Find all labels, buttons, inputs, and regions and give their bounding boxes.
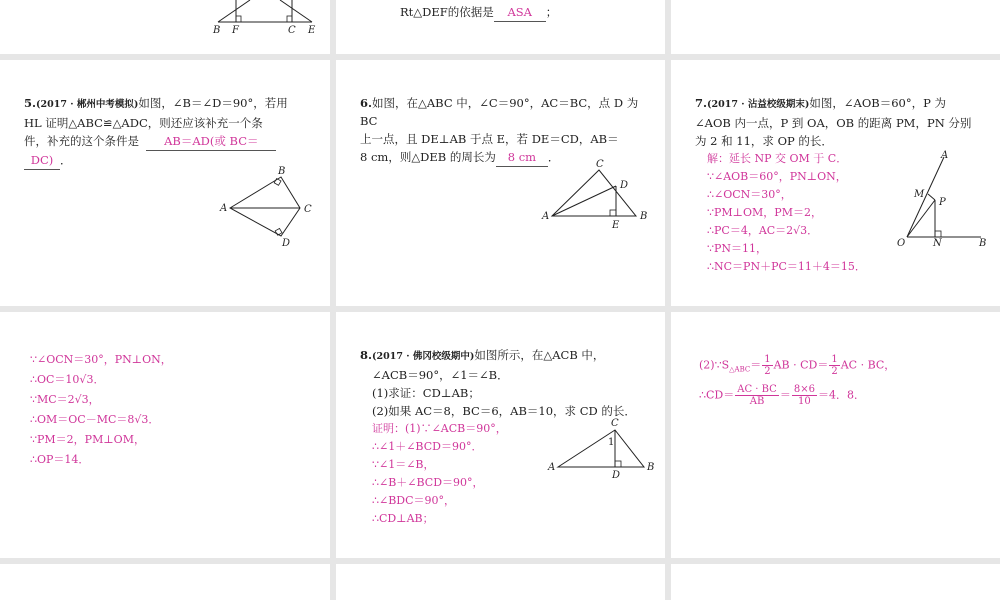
card-q5 (0, 60, 330, 306)
q8-proof: 证明：(1)∵∠ACB＝90°， ∴∠1＋∠BCD＝90°． ∵∠1＝∠B， ∴∠B＋∠BCD＝90°， ∴∠BDC＝90°， ∴CD⊥AB； (372, 422, 507, 525)
q5-label-C: C (304, 204, 312, 215)
q6-figure (336, 60, 665, 306)
q8-label-C: C (611, 418, 619, 429)
card-q6 (336, 60, 665, 306)
card-top-right (671, 0, 1000, 54)
q6-label-A: A (542, 211, 550, 222)
q5-label-A: A (220, 203, 228, 214)
q6-label-C: C (596, 159, 604, 170)
label-F: F (232, 25, 239, 36)
card-q7 (671, 60, 1000, 306)
card-top-left (0, 0, 330, 54)
q8-figure (336, 312, 665, 558)
q5-label-D: D (282, 238, 291, 249)
q6-label-E: E (612, 220, 620, 231)
card-bottom-right (671, 564, 1000, 600)
q7-label-A: A (941, 150, 949, 161)
label-E: E (308, 25, 316, 36)
q7-label-O: O (897, 238, 906, 249)
q8-label-angle-1: 1 (608, 437, 615, 448)
q5-text: 5.(2017 · 郴州中考模拟)如图，∠B＝∠D＝90°，若用 HL 证明△ABC≌△ADC，则还应该补充一个条 件，补充的这个条件是 AB＝AD(或 BC＝ DC) ． (24, 94, 320, 170)
label-C: C (288, 25, 296, 36)
q7-label-B: B (979, 238, 987, 249)
card-q8-continued (671, 312, 1000, 558)
card-bottom-middle (336, 564, 665, 600)
q6-text: 6.如图，在△ABC 中，∠C＝90°，AC＝BC，点 D 为 BC 上一点，且 DE⊥AB 于点 E，若 DE＝CD，AB＝ 8 cm，则△DEB 的周长为 8 cm ． (360, 94, 656, 167)
q8-label-A: A (548, 462, 556, 473)
card-q8 (336, 312, 665, 558)
card-top-middle (336, 0, 665, 54)
q5-answer-2: DC) (24, 151, 60, 170)
q7-text: 7.(2017 · 沾益校级期末)如图，∠AOB＝60°，P 为 ∠AOB 内一点，P 到 OA，OB 的距离 PM，PN 分别 为 2 和 11，求 OP 的长． (695, 96, 972, 148)
q6-answer: 8 cm (496, 148, 548, 167)
card-q7-continued (0, 312, 330, 558)
q7-solution: 解：延长 NP 交 OM 于 C． ∵∠AOB＝60°，PN⊥ON， ∴∠OCN＝30°， ∵PM⊥OM，PM＝2， ∴PC＝4，AC＝2√3． ∵PN＝11， ∴NC＝PN＋PC＝11＋4＝15． (707, 152, 866, 273)
q8-label-D: D (612, 470, 621, 481)
figure-top-left (0, 0, 330, 54)
q7-continued-solution: ∵∠OCN＝30°，PN⊥ON， ∴OC＝10√3． ∵MC＝2√3， ∴OM＝OC－MC＝8√3． ∵PM＝2，PM⊥OM， ∴OP＝14． (30, 353, 172, 466)
card-bottom-left (0, 564, 330, 600)
q7-label-M: M (914, 189, 925, 200)
q4-tail-text: Rt△DEF的依据是 ASA ； (400, 3, 557, 22)
q8-text: 8.(2017 · 佛冈校级期中)如图所示，在△ACB 中， ∠ACB＝90°，∠1＝∠B． (1)求证：CD⊥AB； (2)如果 AC＝8，BC＝6，AB＝10，求 CD 的长． (360, 348, 636, 418)
q8-label-B: B (647, 462, 655, 473)
q7-figure (671, 60, 1000, 306)
q4-answer: ASA (494, 3, 546, 22)
q7-label-N: N (933, 238, 942, 249)
label-B: B (213, 25, 221, 36)
q8-continued-solution: $(2)\because S_{\triangle ABC}=$ $\frac{1}{2}$ AB · CD＝ $\frac{1}{2}$ AC · BC， ∴CD＝ $\frac{AC \cdot BC}{AB}$ ＝ $\frac{8\times 6}{10}$ ＝4．8． (699, 354, 896, 407)
q6-label-D: D (620, 180, 629, 191)
q5-label-B: B (278, 166, 286, 177)
q5-figure (0, 60, 330, 306)
q5-answer-1: AB＝AD(或 BC＝ (146, 132, 276, 151)
q7-label-P: P (939, 197, 946, 208)
q6-label-B: B (640, 211, 648, 222)
